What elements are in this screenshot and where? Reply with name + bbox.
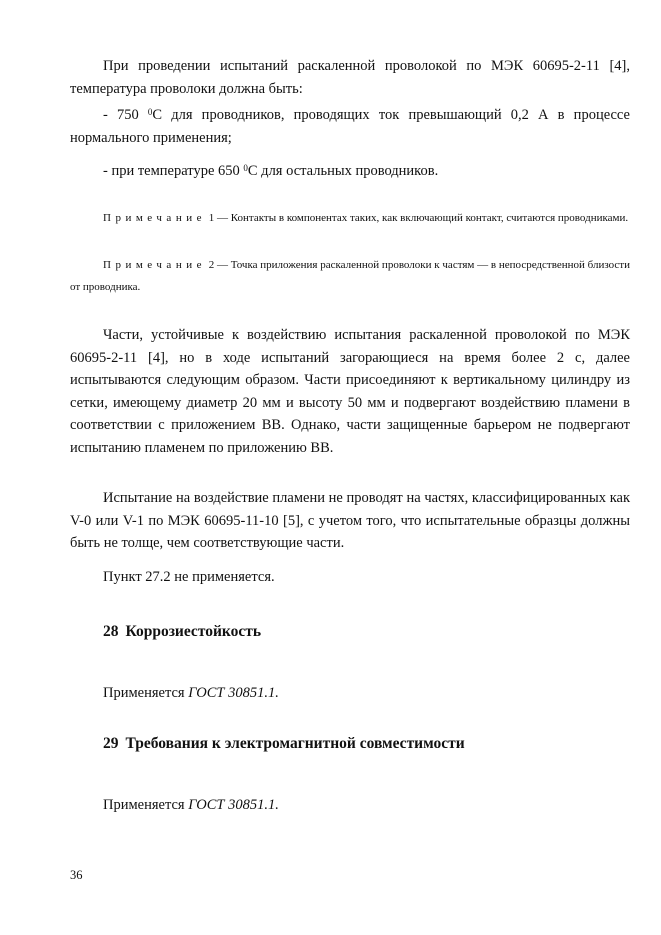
note-2-label: Примечание — [103, 259, 206, 271]
section-29-title: Требования к электромагнитной совместимости — [125, 735, 465, 752]
list-item-750-text: С для проводников, проводящих ток превышающий 0,2 А в процессе нормального применения; — [70, 107, 630, 146]
section-29-body — [70, 794, 630, 817]
paragraph-flame-test: Испытание на воздействие пламени не проводят на частях, классифицированных как V-0 или V-1 по МЭК 60695-11-10 [5], с учетом того, что испытательные образцы должны быть не толще, чем соответствующие части. — [70, 490, 630, 551]
section-28-prefix: Применяется — [103, 685, 189, 701]
list-item-650 — [70, 160, 630, 183]
section-28-body — [70, 682, 630, 705]
degree-superscript: 0 — [243, 163, 248, 173]
list-item-750 — [70, 104, 630, 149]
section-29-number: 29 — [103, 735, 119, 752]
section-29-reference: ГОСТ 30851.1. — [188, 797, 279, 813]
paragraph-wire-test-line2: температура проволоки должна быть: — [70, 80, 303, 97]
section-28-heading — [103, 623, 261, 641]
section-28-number: 28 — [103, 623, 119, 640]
section-28-title: Коррозиестойкость — [125, 623, 262, 640]
page-number: 36 — [70, 868, 83, 882]
degree-superscript: 0 — [147, 107, 153, 117]
note-1-label: Примечание — [103, 212, 206, 224]
note-1 — [70, 207, 630, 229]
paragraph-wire-test — [70, 55, 630, 100]
section-29-heading — [103, 735, 465, 753]
list-item-650-text: С для остальных проводников. — [247, 163, 439, 179]
note-1-text: 1 — Контакты в компонентах таких, как включающий контакт, считаются проводниками. — [205, 212, 629, 224]
list-item-650-prefix: - при температуре 650 — [103, 163, 244, 179]
paragraph-clause-27-2: Пункт 27.2 не применяется. — [103, 569, 275, 585]
note-2 — [70, 254, 630, 298]
paragraph-wire-test-line1: При проведении испытаний раскаленной проволокой по МЭК 60695-2-11 [4], — [103, 58, 630, 74]
section-29-prefix: Применяется — [103, 797, 189, 813]
section-28-reference: ГОСТ 30851.1. — [188, 685, 279, 701]
paragraph-parts-resistant: Части, устойчивые к воздействию испытания раскаленной проволокой по МЭК 60695-2-11 [4], но в ходе испытаний загорающиеся на время более 2 с, далее испытываются следующим образом. Части присоединяют к вертикальному цилиндру из сетки, имеющему диаметр 20 мм и высоту 50 мм и подвергают воздействию пламени в соответствии с приложением ВВ. Однако, части защищенные барьером не подвергают испытанию пламенем по приложению ВВ. — [70, 327, 630, 456]
note-2-text: 2 — Точка приложения раскаленной проволоки к частям — в непосредственной близости от проводника. — [70, 259, 630, 293]
list-item-750-prefix: - 750 — [103, 107, 148, 123]
